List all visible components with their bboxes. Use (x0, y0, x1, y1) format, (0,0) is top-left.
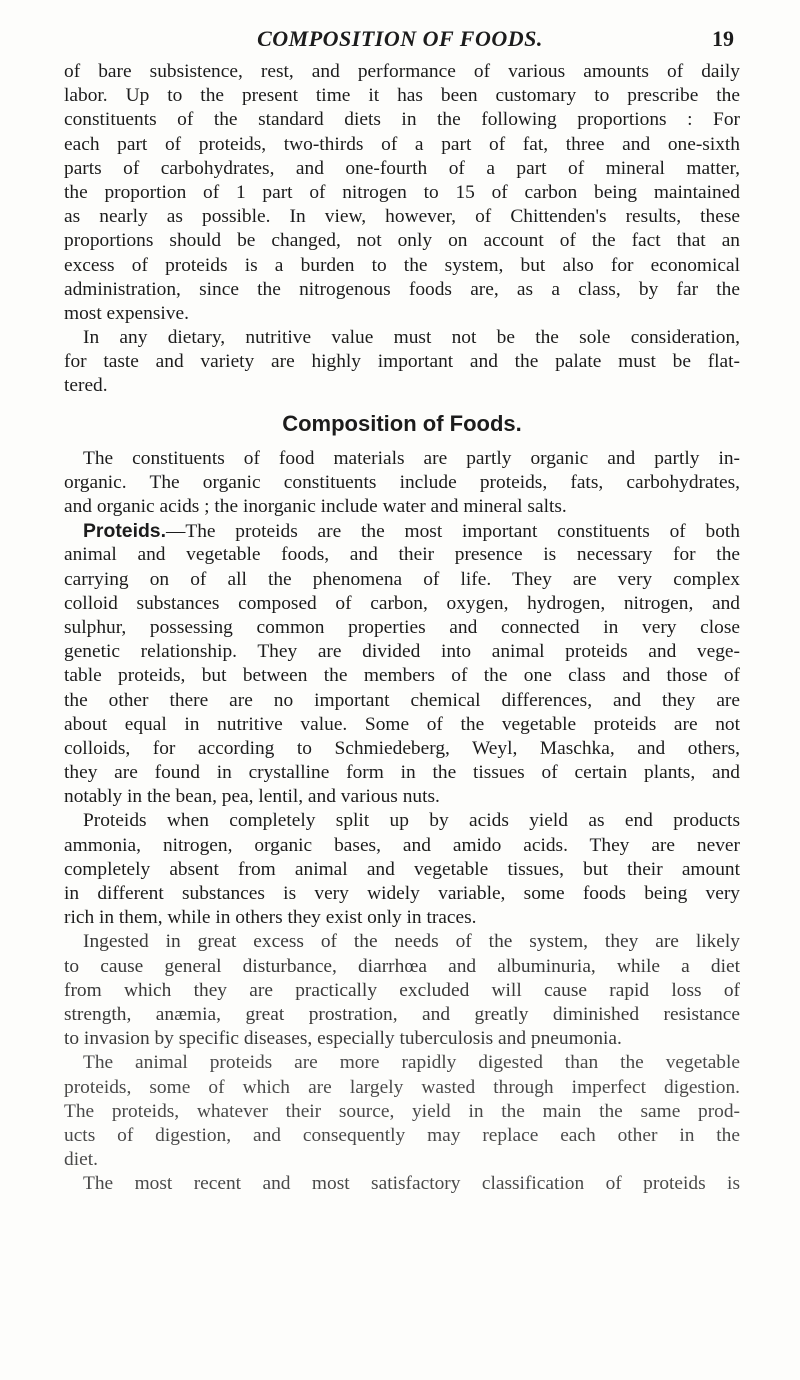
text-line: for taste and variety are highly important and the palate must be flat- (64, 351, 740, 373)
text-line: each part of proteids, two-thirds of a part of fat, three and one-sixth (64, 133, 740, 155)
text-line: notably in the bean, pea, lentil, and various nuts. (64, 786, 440, 808)
text-line: to cause general disturbance, diarrhœa and albuminuria, while a diet (64, 955, 740, 977)
text-line: ucts of digestion, and consequently may replace each other in the (64, 1124, 740, 1146)
text-line: from which they are practically excluded will cause rapid loss of (64, 979, 740, 1001)
text-line: proteids, some of which are largely wasted through imperfect digestion. (64, 1076, 740, 1098)
text-line: organic. The organic constituents include proteids, fats, carbohydrates, (64, 471, 740, 493)
text-line: The constituents of food materials are partly organic and partly in- (83, 447, 740, 469)
text-line: excess of proteids is a burden to the system, but also for economical (64, 254, 740, 276)
text-line: carrying on of all the phenomena of life. They are very complex (64, 568, 740, 590)
text-line: The animal proteids are more rapidly digested than the vegetable (83, 1052, 740, 1074)
text-line: parts of carbohydrates, and one-fourth of a part of mineral matter, (64, 157, 740, 179)
text-line: sulphur, possessing common properties and connected in very close (64, 616, 740, 638)
text-line: Proteids when completely split up by acids yield as end products (83, 810, 740, 832)
text-line (64, 519, 740, 543)
text-line: in different substances is very widely variable, some foods being very (64, 883, 740, 904)
page-number: 19 (712, 26, 734, 51)
text-line: they are found in crystalline form in the tissues of certain plants, and (64, 762, 740, 784)
body-text (64, 60, 740, 1196)
text-line: constituents of the standard diets in the following proportions : For (64, 109, 740, 131)
text-line: rich in them, while in others they exist only in traces. (64, 907, 477, 929)
text-line: completely absent from animal and vegetable tissues, but their amount (64, 858, 740, 880)
text-line: The proteids, whatever their source, yield in the main the same prod- (64, 1100, 740, 1122)
text-line-rest: —The proteids are the most important constituents of both (165, 521, 740, 543)
text-line: of bare subsistence, rest, and performance of various amounts of daily (64, 61, 740, 82)
text-line: table proteids, but between the members of the one class and those of (64, 665, 740, 687)
text-line: tered. (64, 375, 108, 397)
text-line: as nearly as possible. In view, however, of Chittenden's results, these (64, 206, 740, 228)
text-line: about equal in nutritive value. Some of the vegetable proteids are not (64, 713, 740, 735)
text-line: most expensive. (64, 302, 189, 324)
text-line: animal and vegetable foods, and their presence is necessary for the (64, 544, 740, 566)
text-line: strength, anæmia, great prostration, and greatly diminished resistance (64, 1003, 740, 1025)
text-line: colloids, for according to Schmiedeberg, Weyl, Maschka, and others, (64, 737, 740, 759)
proteids-runin-heading: Proteids. (83, 520, 166, 543)
running-head (0, 26, 800, 60)
text-line: labor. Up to the present time it has been customary to prescribe the (64, 85, 740, 107)
text-line: the other there are no important chemical differences, and they are (64, 689, 740, 711)
text-line: Ingested in great excess of the needs of the system, they are likely (83, 931, 740, 953)
text-line: diet. (64, 1149, 98, 1171)
text-line: the proportion of 1 part of nitrogen to 15 of carbon being maintained (64, 181, 740, 203)
text-line: to invasion by specific diseases, especially tuberculosis and pneumonia. (64, 1028, 622, 1050)
section-heading: Composition of Foods. (282, 410, 522, 436)
text-line: administration, since the nitrogenous foods are, as a class, by far the (64, 278, 740, 300)
text-line: colloid substances composed of carbon, oxygen, hydrogen, nitrogen, and (64, 592, 740, 614)
running-title: COMPOSITION OF FOODS. (257, 26, 543, 51)
text-line: and organic acids ; the inorganic include water and mineral salts. (64, 496, 567, 517)
text-line: ammonia, nitrogen, organic bases, and amido acids. They are never (64, 834, 740, 856)
text-line: In any dietary, nutritive value must not be the sole consideration, (83, 327, 740, 349)
text-line: The most recent and most satisfactory classification of proteids is (83, 1173, 740, 1195)
text-line: proportions should be changed, not only on account of the fact that an (64, 230, 740, 252)
text-line: genetic relationship. They are divided into animal proteids and vege- (64, 641, 740, 663)
